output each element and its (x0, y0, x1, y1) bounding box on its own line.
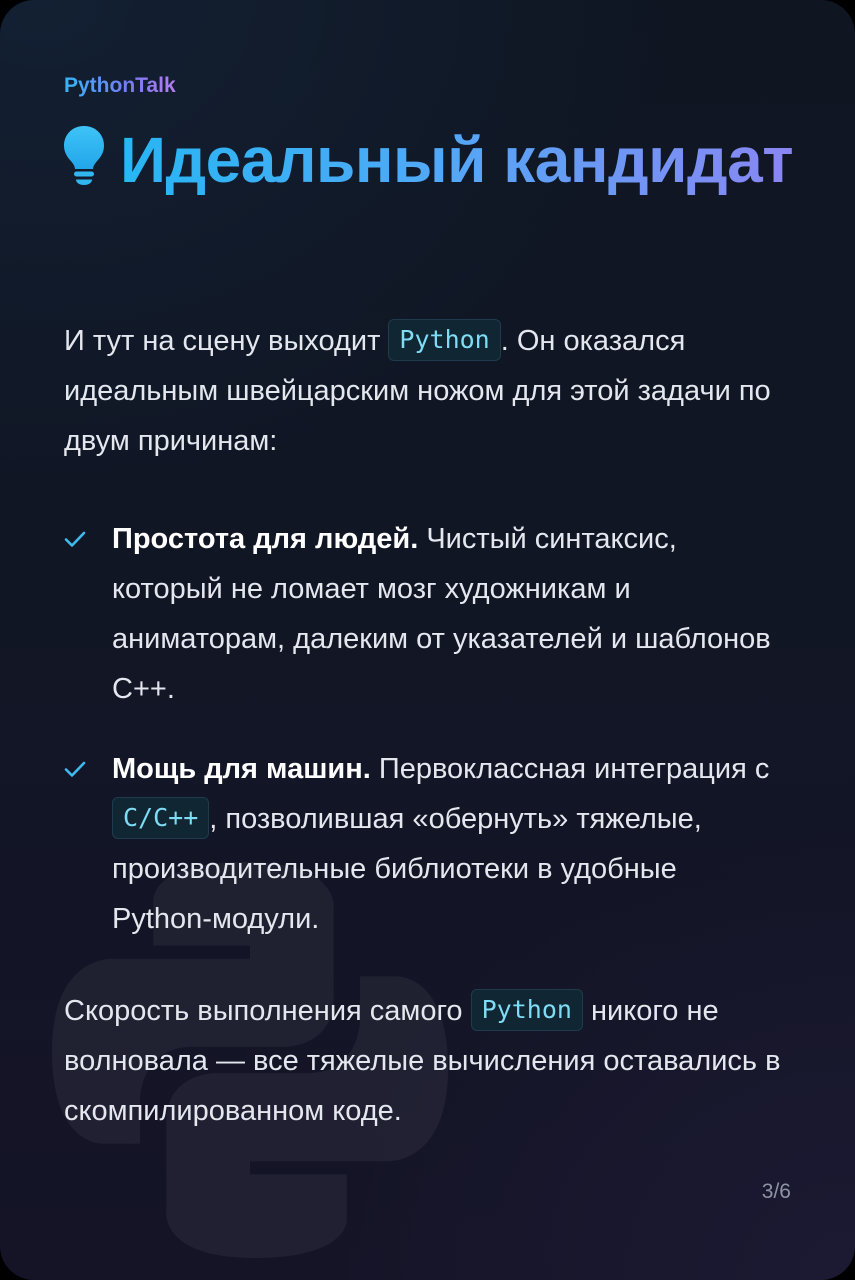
list-item (64, 744, 784, 944)
lightbulb-icon (62, 124, 106, 186)
list-item-heading: Мощь для машин. (112, 753, 371, 785)
list-item (64, 514, 784, 714)
inline-code-cpp: C/C++ (112, 797, 209, 839)
page-title (62, 118, 802, 202)
list-item-text-before: Первоклассная интеграция с (370, 753, 770, 785)
title-text: Идеальный кандидат (120, 124, 794, 196)
intro-text-after: . Он оказался идеальным швейцарским ножом для этой задачи по двум причинам: (64, 325, 771, 457)
inline-code-python: Python (388, 319, 500, 361)
outro-paragraph (64, 986, 804, 1136)
check-icon (64, 760, 86, 778)
outro-text-after: никого не волновала — все тяжелые вычисления оставались в скомпилированном коде. (64, 995, 781, 1127)
brand-label: PythonTalk (64, 74, 176, 97)
page-indicator: 3/6 (761, 1180, 791, 1203)
inline-code-python: Python (471, 989, 583, 1031)
list-item-text-after: , позволившая «обернуть» тяжелые, производительные библиотеки в удобные Python-модули. (112, 803, 702, 935)
check-icon (64, 530, 86, 548)
intro-paragraph (64, 316, 794, 466)
outro-text-before: Скорость выполнения самого (64, 995, 471, 1027)
intro-text-before: И тут на сцену выходит (64, 325, 389, 357)
reasons-list (64, 514, 784, 974)
list-item-text: Чистый синтаксис, который не ломает мозг художникам и аниматорам, далеким от указателей и шаблонов C++. (112, 523, 771, 705)
list-item-heading: Простота для людей. (112, 523, 419, 555)
